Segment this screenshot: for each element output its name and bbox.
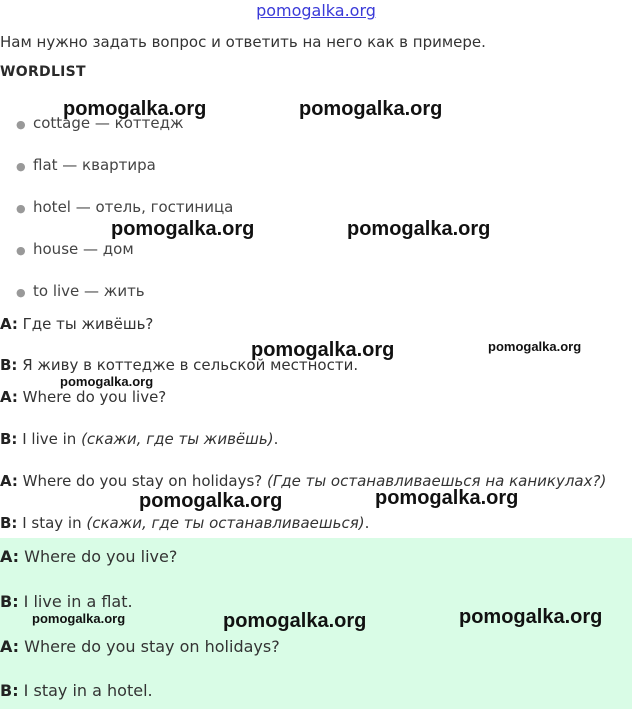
line-hint: (скажи, где ты останавливаешься) bbox=[86, 514, 365, 532]
line-end: . bbox=[364, 514, 370, 532]
example-line bbox=[0, 514, 369, 532]
bullet-icon: ● bbox=[16, 160, 26, 173]
line-hint: (скажи, где ты живёшь) bbox=[81, 430, 274, 448]
watermark: pomogalka.org bbox=[32, 611, 126, 626]
answer-line bbox=[0, 547, 177, 566]
line-text: Where do you stay on holidays? bbox=[19, 637, 280, 656]
speaker-label: B: bbox=[0, 514, 18, 532]
line-text: Where do you stay on holidays? bbox=[17, 472, 267, 490]
watermark: pomogalka.org bbox=[63, 98, 207, 120]
bullet-icon: ● bbox=[16, 244, 26, 257]
watermark: pomogalka.org bbox=[299, 98, 443, 120]
line-hint: (Где ты останавливаешься на каникулах?) bbox=[267, 472, 607, 490]
bullet-icon: ● bbox=[16, 286, 26, 299]
answer-line bbox=[0, 637, 280, 656]
wordlist-item bbox=[16, 156, 156, 174]
line-text: I stay in bbox=[17, 514, 87, 532]
speaker-label: A: bbox=[0, 637, 20, 656]
bullet-icon: ● bbox=[16, 118, 26, 131]
speaker-label: B: bbox=[0, 356, 18, 374]
watermark: pomogalka.org bbox=[139, 490, 283, 512]
example-line bbox=[0, 315, 153, 333]
speaker-label: B: bbox=[0, 430, 18, 448]
answer-line bbox=[0, 592, 133, 611]
wordlist-item bbox=[16, 240, 134, 258]
line-text: Я живу в коттедже в сельской местности. bbox=[17, 356, 359, 374]
task-instruction: Нам нужно задать вопрос и ответить на него как в примере. bbox=[0, 33, 486, 51]
speaker-label: B: bbox=[0, 681, 19, 700]
watermark: pomogalka.org bbox=[488, 339, 582, 354]
wordlist-item bbox=[16, 198, 233, 216]
wordlist-item-text: to live — жить bbox=[33, 282, 145, 300]
watermark: pomogalka.org bbox=[375, 487, 519, 509]
line-text: I live in a flat. bbox=[18, 592, 133, 611]
speaker-label: A: bbox=[0, 472, 18, 490]
wordlist-item-text: cottage — коттедж bbox=[33, 114, 184, 132]
wordlist-item-text: hotel — отель, гостиница bbox=[33, 198, 234, 216]
watermark: pomogalka.org bbox=[347, 218, 491, 240]
line-text: I live in bbox=[17, 430, 82, 448]
header-watermark[interactable]: pomogalka.org bbox=[256, 1, 376, 20]
line-text: Where do you live? bbox=[17, 388, 167, 406]
line-text: I stay in a hotel. bbox=[18, 681, 153, 700]
example-line bbox=[0, 388, 166, 406]
watermark: pomogalka.org bbox=[111, 218, 255, 240]
example-line bbox=[0, 430, 278, 448]
wordlist-title: WORDLIST bbox=[0, 64, 86, 80]
speaker-label: A: bbox=[0, 547, 20, 566]
wordlist-item-text: flat — квартира bbox=[33, 156, 156, 174]
speaker-label: B: bbox=[0, 592, 19, 611]
speaker-label: A: bbox=[0, 315, 18, 333]
line-text: Where do you live? bbox=[19, 547, 178, 566]
line-text: Где ты живёшь? bbox=[17, 315, 154, 333]
line-end: . bbox=[273, 430, 279, 448]
watermark: pomogalka.org bbox=[60, 374, 154, 389]
wordlist-item-text: house — дом bbox=[33, 240, 134, 258]
bullet-icon: ● bbox=[16, 202, 26, 215]
watermark: pomogalka.org bbox=[251, 339, 395, 361]
watermark: pomogalka.org bbox=[223, 610, 367, 632]
watermark: pomogalka.org bbox=[459, 606, 603, 628]
wordlist-item bbox=[16, 282, 145, 300]
speaker-label: A: bbox=[0, 388, 18, 406]
answer-line bbox=[0, 681, 153, 700]
